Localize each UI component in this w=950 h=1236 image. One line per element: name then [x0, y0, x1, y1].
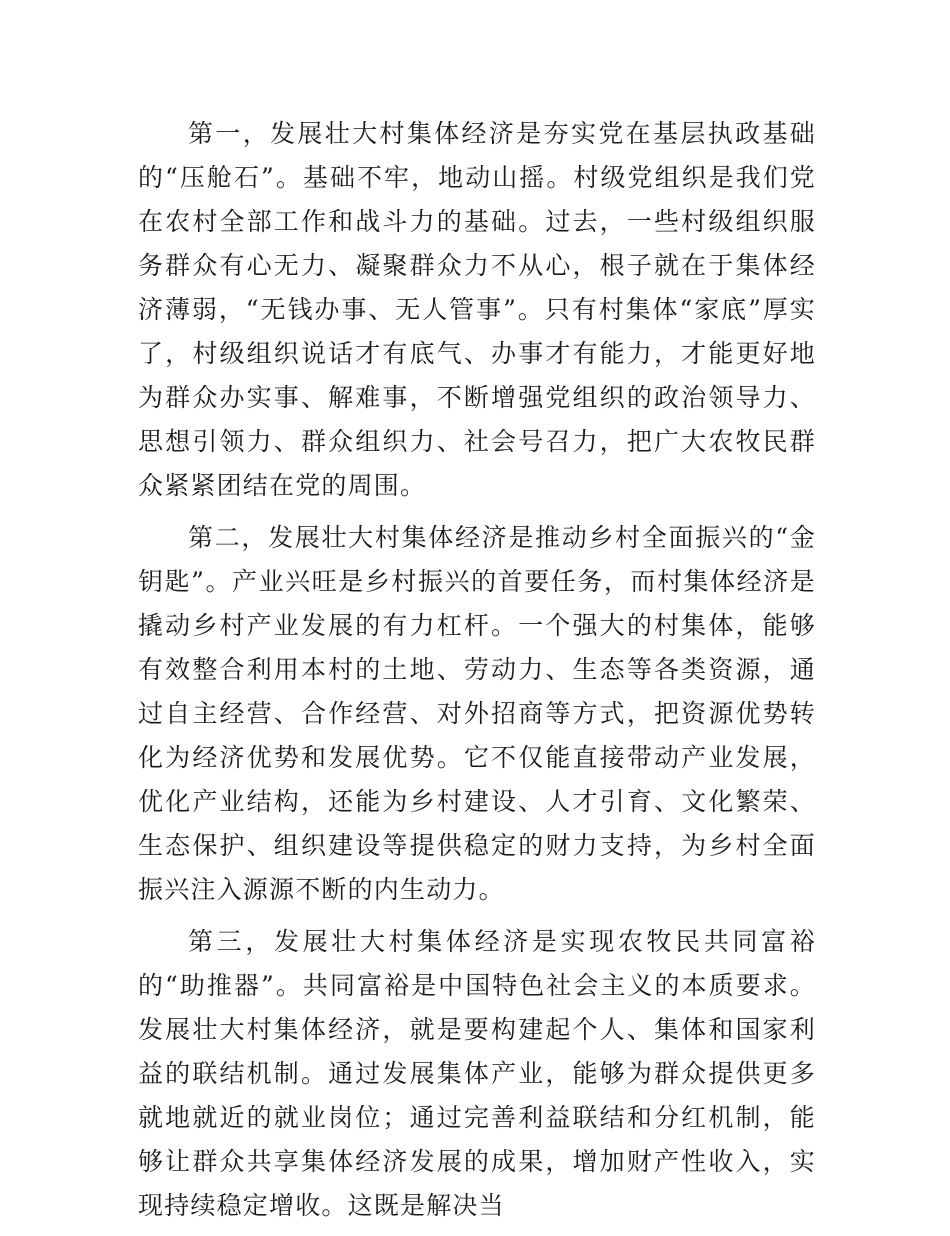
document-body	[138, 112, 816, 1236]
paragraph-first: 第一，发展壮大村集体经济是夯实党在基层执政基础的“压舱石”。基础不牢，地动山摇。村级党组织是我们党在农村全部工作和战斗力的基础。过去，一些村级组织服务群众有心无力、凝聚群众力不从心，根子就在于集体经济薄弱，“无钱办事、无人管事”。只有村集体“家底”厚实了，村级组织说话才有底气、办事才有能力，才能更好地为群众办实事、解难事，不断增强党组织的政治领导力、思想引领力、群众组织力、社会号召力，把广大农牧民群众紧紧团结在党的周围。	[138, 119, 816, 500]
paragraph-second: 第二，发展壮大村集体经济是推动乡村全面振兴的“金钥匙”。产业兴旺是乡村振兴的首要任务，而村集体经济是撬动乡村产业发展的有力杠杆。一个强大的村集体，能够有效整合利用本村的土地、劳动力、生态等各类资源，通过自主经营、合作经营、对外招商等方式，把资源优势转化为经济优势和发展优势。它不仅能直接带动产业发展，优化产业结构，还能为乡村建设、人才引育、文化繁荣、生态保护、组织建设等提供稳定的财力支持，为乡村全面振兴注入源源不断的内生动力。	[138, 523, 816, 904]
paragraph-third: 第三，发展壮大村集体经济是实现农牧民共同富裕的“助推器”。共同富裕是中国特色社会主义的本质要求。发展壮大村集体经济，就是要构建起个人、集体和国家利益的联结机制。通过发展集体产业，能够为群众提供更多就地就近的就业岗位；通过完善利益联结和分红机制，能够让群众共享集体经济发展的成果，增加财产性收入，实现持续稳定增收。这既是解决当	[138, 927, 816, 1220]
